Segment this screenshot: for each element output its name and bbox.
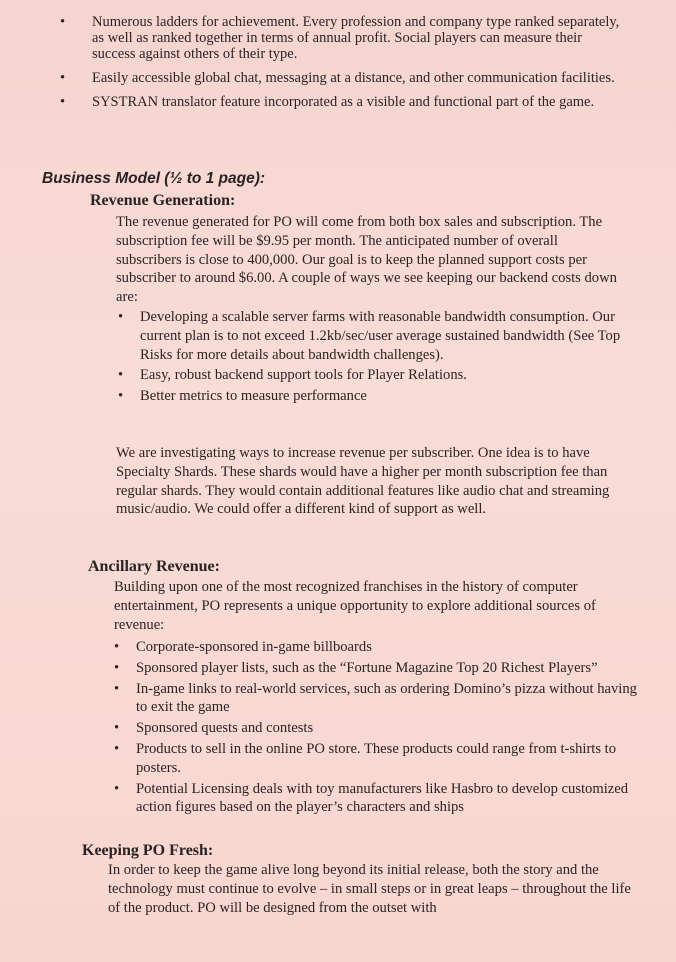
bullet-icon: • bbox=[114, 780, 120, 797]
list-item bbox=[116, 366, 628, 385]
bullet-icon: • bbox=[114, 720, 120, 737]
bullet-icon: • bbox=[118, 367, 124, 384]
specialty-shards-paragraph: We are investigating ways to increase revenue per subscriber. One idea is to have Specialty Shards. These shards would have a higher per month subscription fee than regular shards. They would contain additional features like audio chat and streaming music/audio. We could offer a different kind of support as well. bbox=[116, 445, 610, 518]
list-item bbox=[60, 70, 620, 86]
cost-bullet-list bbox=[116, 308, 628, 408]
list-item bbox=[112, 659, 640, 678]
bullet-text: Corporate-sponsored in-game billboards bbox=[136, 639, 372, 655]
keeping-fresh-intro: In order to keep the game alive long beyond its initial release, both the story and the technology must continue to evolve – in small steps or in great leaps – throughout the life of the product. PO will be designed from the outset with bbox=[108, 862, 631, 916]
list-item bbox=[112, 780, 640, 818]
list-item bbox=[112, 740, 640, 778]
bullet-icon: • bbox=[114, 659, 120, 676]
list-item bbox=[116, 308, 628, 364]
bullet-text: Sponsored player lists, such as the “Fortune Magazine Top 20 Richest Players” bbox=[136, 659, 598, 676]
bullet-text: Better metrics to measure performance bbox=[140, 388, 367, 405]
bullet-icon: • bbox=[60, 70, 66, 86]
revenue-generation-heading: Revenue Generation: bbox=[90, 192, 236, 209]
list-item bbox=[60, 14, 620, 62]
bullet-text: In-game links to real-world services, such as ordering Domino’s pizza without having to exit the game bbox=[136, 680, 637, 716]
list-item bbox=[60, 94, 620, 110]
bullet-icon: • bbox=[118, 388, 124, 405]
bullet-icon: • bbox=[114, 680, 120, 697]
business-model-title: Business Model (½ to 1 page): bbox=[42, 170, 266, 187]
keeping-fresh-heading: Keeping PO Fresh: bbox=[82, 842, 214, 859]
bullet-icon: • bbox=[118, 309, 124, 325]
bullet-text: Easily accessible global chat, messaging at a distance, and other communication facilities. bbox=[92, 70, 615, 86]
bullet-icon: • bbox=[60, 14, 66, 30]
ancillary-bullet-list bbox=[112, 638, 640, 819]
revenue-generation-intro: The revenue generated for PO will come from both box sales and subscription. The subscription fee will be $9.95 per month. The anticipated number of overall subscribers is close to 400,000. Our goal is to keep the planned support costs per subscriber to around $6.00. A couple of ways we see keeping our backend costs down are: bbox=[116, 214, 617, 306]
bullet-text: Products to sell in the online PO store. These products could range from t-shirts to posters. bbox=[136, 740, 617, 776]
bullet-text: Developing a scalable server farms with reasonable bandwidth consumption. Our current plan is to not exceed 1.2kb/sec/user average sustained bandwidth (See Top Risks for more details about bandwidth challenges). bbox=[140, 309, 621, 363]
bullet-text: Sponsored quests and contests bbox=[136, 720, 314, 737]
bullet-text: Numerous ladders for achievement. Every profession and company type ranked separately, as well as ranked together in terms of annual profit. Social players can measure their success against others of their type. bbox=[92, 14, 620, 62]
list-item bbox=[112, 680, 640, 718]
feature-bullet-list bbox=[60, 14, 620, 118]
bullet-icon: • bbox=[114, 740, 120, 757]
bullet-text: Easy, robust backend support tools for Player Relations. bbox=[140, 367, 467, 384]
ancillary-revenue-heading: Ancillary Revenue: bbox=[88, 558, 220, 575]
list-item bbox=[112, 638, 640, 657]
list-item bbox=[112, 719, 640, 738]
list-item bbox=[116, 387, 628, 406]
bullet-text: Potential Licensing deals with toy manufacturers like Hasbro to develop customized action figures based on the player’s characters and ships bbox=[136, 780, 629, 816]
bullet-text: SYSTRAN translator feature incorporated as a visible and functional part of the game. bbox=[92, 94, 595, 110]
bullet-icon: • bbox=[114, 639, 120, 655]
bullet-icon: • bbox=[60, 94, 66, 110]
ancillary-revenue-intro: Building upon one of the most recognized franchises in the history of computer entertainment, PO represents a unique opportunity to explore additional sources of revenue: bbox=[114, 579, 596, 633]
